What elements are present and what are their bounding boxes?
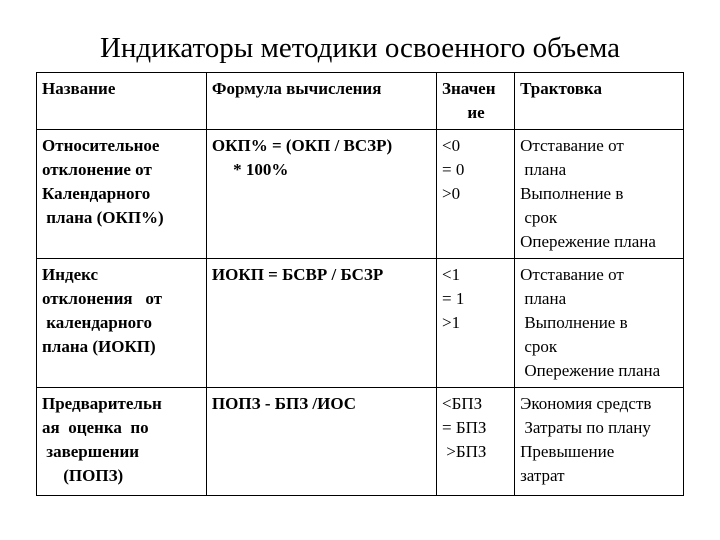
row2-value: <1 [442,265,461,284]
row3-values [437,388,515,496]
row2-interpretation [515,259,684,388]
row1-interp-line: Отставание от [520,136,624,155]
row2-name-line: отклонения от [42,289,162,308]
row1-interp-line: Опережение плана [520,232,656,251]
row3-interp-line: затрат [520,466,565,485]
row2-interp-line: плана [520,289,567,308]
row3-interp-line: Затраты по плану [520,418,651,437]
row2-name [37,259,207,388]
row2-formula-line: ИОКП = БСВР / БСЗР [211,265,384,284]
row3-name-line: (ПОПЗ) [42,466,124,485]
header-name: Название [37,73,207,130]
row1-name-line: отклонение от [42,160,152,179]
page-title: Индикаторы методики освоенного объема [99,32,621,64]
header-value-line2: ие [467,103,485,122]
table-row [37,388,684,496]
row1-formula-line: * 100% [211,160,289,179]
row1-interpretation [515,130,684,259]
row1-interp-line: Выполнение в [520,184,624,203]
row3-value: = БПЗ [442,418,487,437]
row3-value: <БПЗ [442,394,483,413]
row2-interp-line: Выполнение в [520,313,628,332]
row2-value: = 1 [442,289,465,308]
row2-formula [206,259,436,388]
row3-formula-line: ПОПЗ - БПЗ /ИОС [211,394,357,413]
row1-formula-line: ОКП% = (ОКП / ВСЗР) [211,136,393,155]
table-header-row [37,73,684,130]
row2-interp-line: Опережение плана [520,361,661,380]
row1-name-line: Относительное [42,136,160,155]
row3-value: >БПЗ [442,442,487,461]
row1-values [437,130,515,259]
header-value [437,73,515,130]
row2-name-line: Индекс [42,265,99,284]
header-interpretation: Трактовка [515,73,684,130]
row2-name-line: плана (ИОКП) [42,337,156,356]
row2-name-line: календарного [42,313,152,332]
row3-interpretation [515,388,684,496]
row2-interp-line: Отставание от [520,265,624,284]
row3-interp-line: Превышение [520,442,615,461]
row1-interp-line: плана [520,160,567,179]
row3-name-line: ая оценка по [42,418,149,437]
indicators-table [36,72,684,496]
row2-interp-line: срок [520,337,558,356]
row1-value: <0 [442,136,461,155]
table-row [37,130,684,259]
row3-formula [206,388,436,496]
table-row [37,259,684,388]
row3-name [37,388,207,496]
header-value-line1: Значен [442,79,496,98]
header-formula: Формула вычисления [206,73,436,130]
row1-name [37,130,207,259]
row3-name-line: Предварительн [42,394,162,413]
row1-name-line: Календарного [42,184,151,203]
row1-value: >0 [442,184,461,203]
row2-value: >1 [442,313,461,332]
row2-values [437,259,515,388]
row1-name-line: плана (ОКП%) [42,208,164,227]
row1-formula [206,130,436,259]
row1-value: = 0 [442,160,465,179]
row3-name-line: завершении [42,442,140,461]
row3-interp-line: Экономия средств [520,394,652,413]
row1-interp-line: срок [520,208,558,227]
